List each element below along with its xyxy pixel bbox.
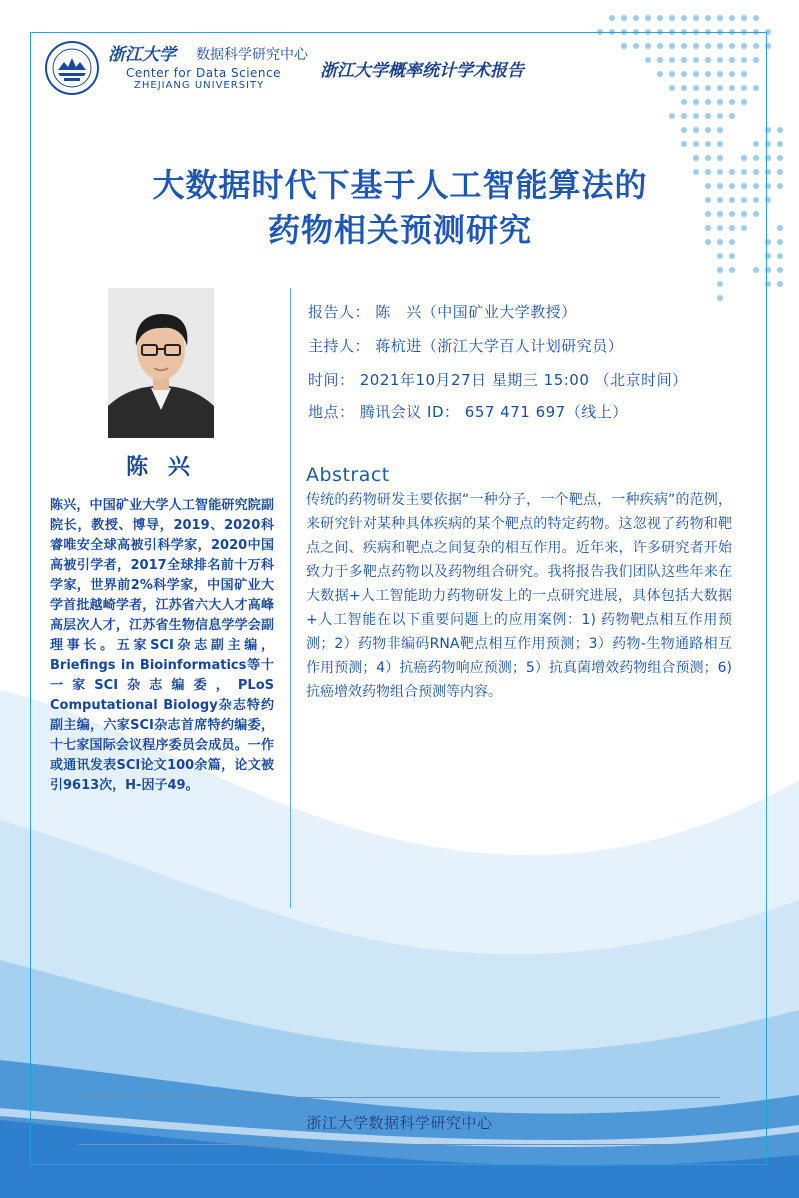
host-line: 主持人： 蒋杭进（浙江大学百人计划研究员） [308,337,624,355]
photo-portrait [108,288,214,438]
reporter-line: 报告人： 陈 兴（中国矿业大学教授） [308,303,577,321]
university-logo-text: 浙江大学 [108,45,176,65]
speaker-name: 陈 兴 [126,455,196,480]
place-line: 地点： 腾讯会议 ID： 657 471 697（线上） [308,403,628,421]
series-title: 浙江大学概率统计学术报告 [320,61,524,81]
footer-rule-bottom [78,1144,720,1145]
talk-title-line2: 药物相关预测研究 [267,211,532,249]
footer-rule-top [78,1097,720,1098]
abstract-heading: Abstract [306,464,390,486]
speaker-bio: 陈兴，中国矿业大学人工智能研究院副院长，教授、博导，2019、2020科睿唯安全球高被引科学家，2020中国高被引学者，2017全球排名前十万科学家，世界前2%科学家，中国矿业大学首批越崎学者，江苏省六大人才高峰高层次人才，江苏省生物信息学学会副理事长。五家SCI杂志副主编，Briefings in Bioinformatics等十一家SCI杂志编委，PLoS Computational Biology杂志特约副主编，六家SCI杂志首席特约编委，十七家国际会议程序委员会成员。一作或通讯发表SCI论文100余篇，论文被引9613次，H-因子49。 [50,498,274,793]
center-name-cn: 数据科学研究中心 [196,47,308,63]
talk-title-line1: 大数据时代下基于人工智能算法的 [152,166,648,204]
divider-vertical [290,288,291,908]
footer-org: 浙江大学数据科学研究中心 [306,1114,493,1132]
time-line: 时间： 2021年10月27日 星期三 15:00 （北京时间） [308,371,688,389]
center-name-en: Center for Data Science [126,66,282,80]
abstract-body: 传统的药物研发主要依据“一种分子，一个靶点，一种疾病”的范例，来研究针对某种具体疾病的某个靶点的特定药物。这忽视了药物和靶点之间、疾病和靶点之间复杂的相互作用。近年来，许多研究者开始致力于多靶点药物以及药物组合研究。我将报告我们团队这些年来在大数据+人工智能助力药物研发上的一点研究进展，具体包括大数据+人工智能在以下重要问题上的应用案例：1) 药物靶点相互作用预测；2）药物非编码RNA靶点相互作用预测；3）药物-生物通路相互作用预测；4）抗癌药物响应预测；5）抗真菌增效药物组合预测；6) 抗癌增效药物组合预测等内容。 [306,492,732,700]
university-seal-icon [44,40,100,96]
university-name-en: ZHEJIANG UNIVERSITY [134,80,265,91]
